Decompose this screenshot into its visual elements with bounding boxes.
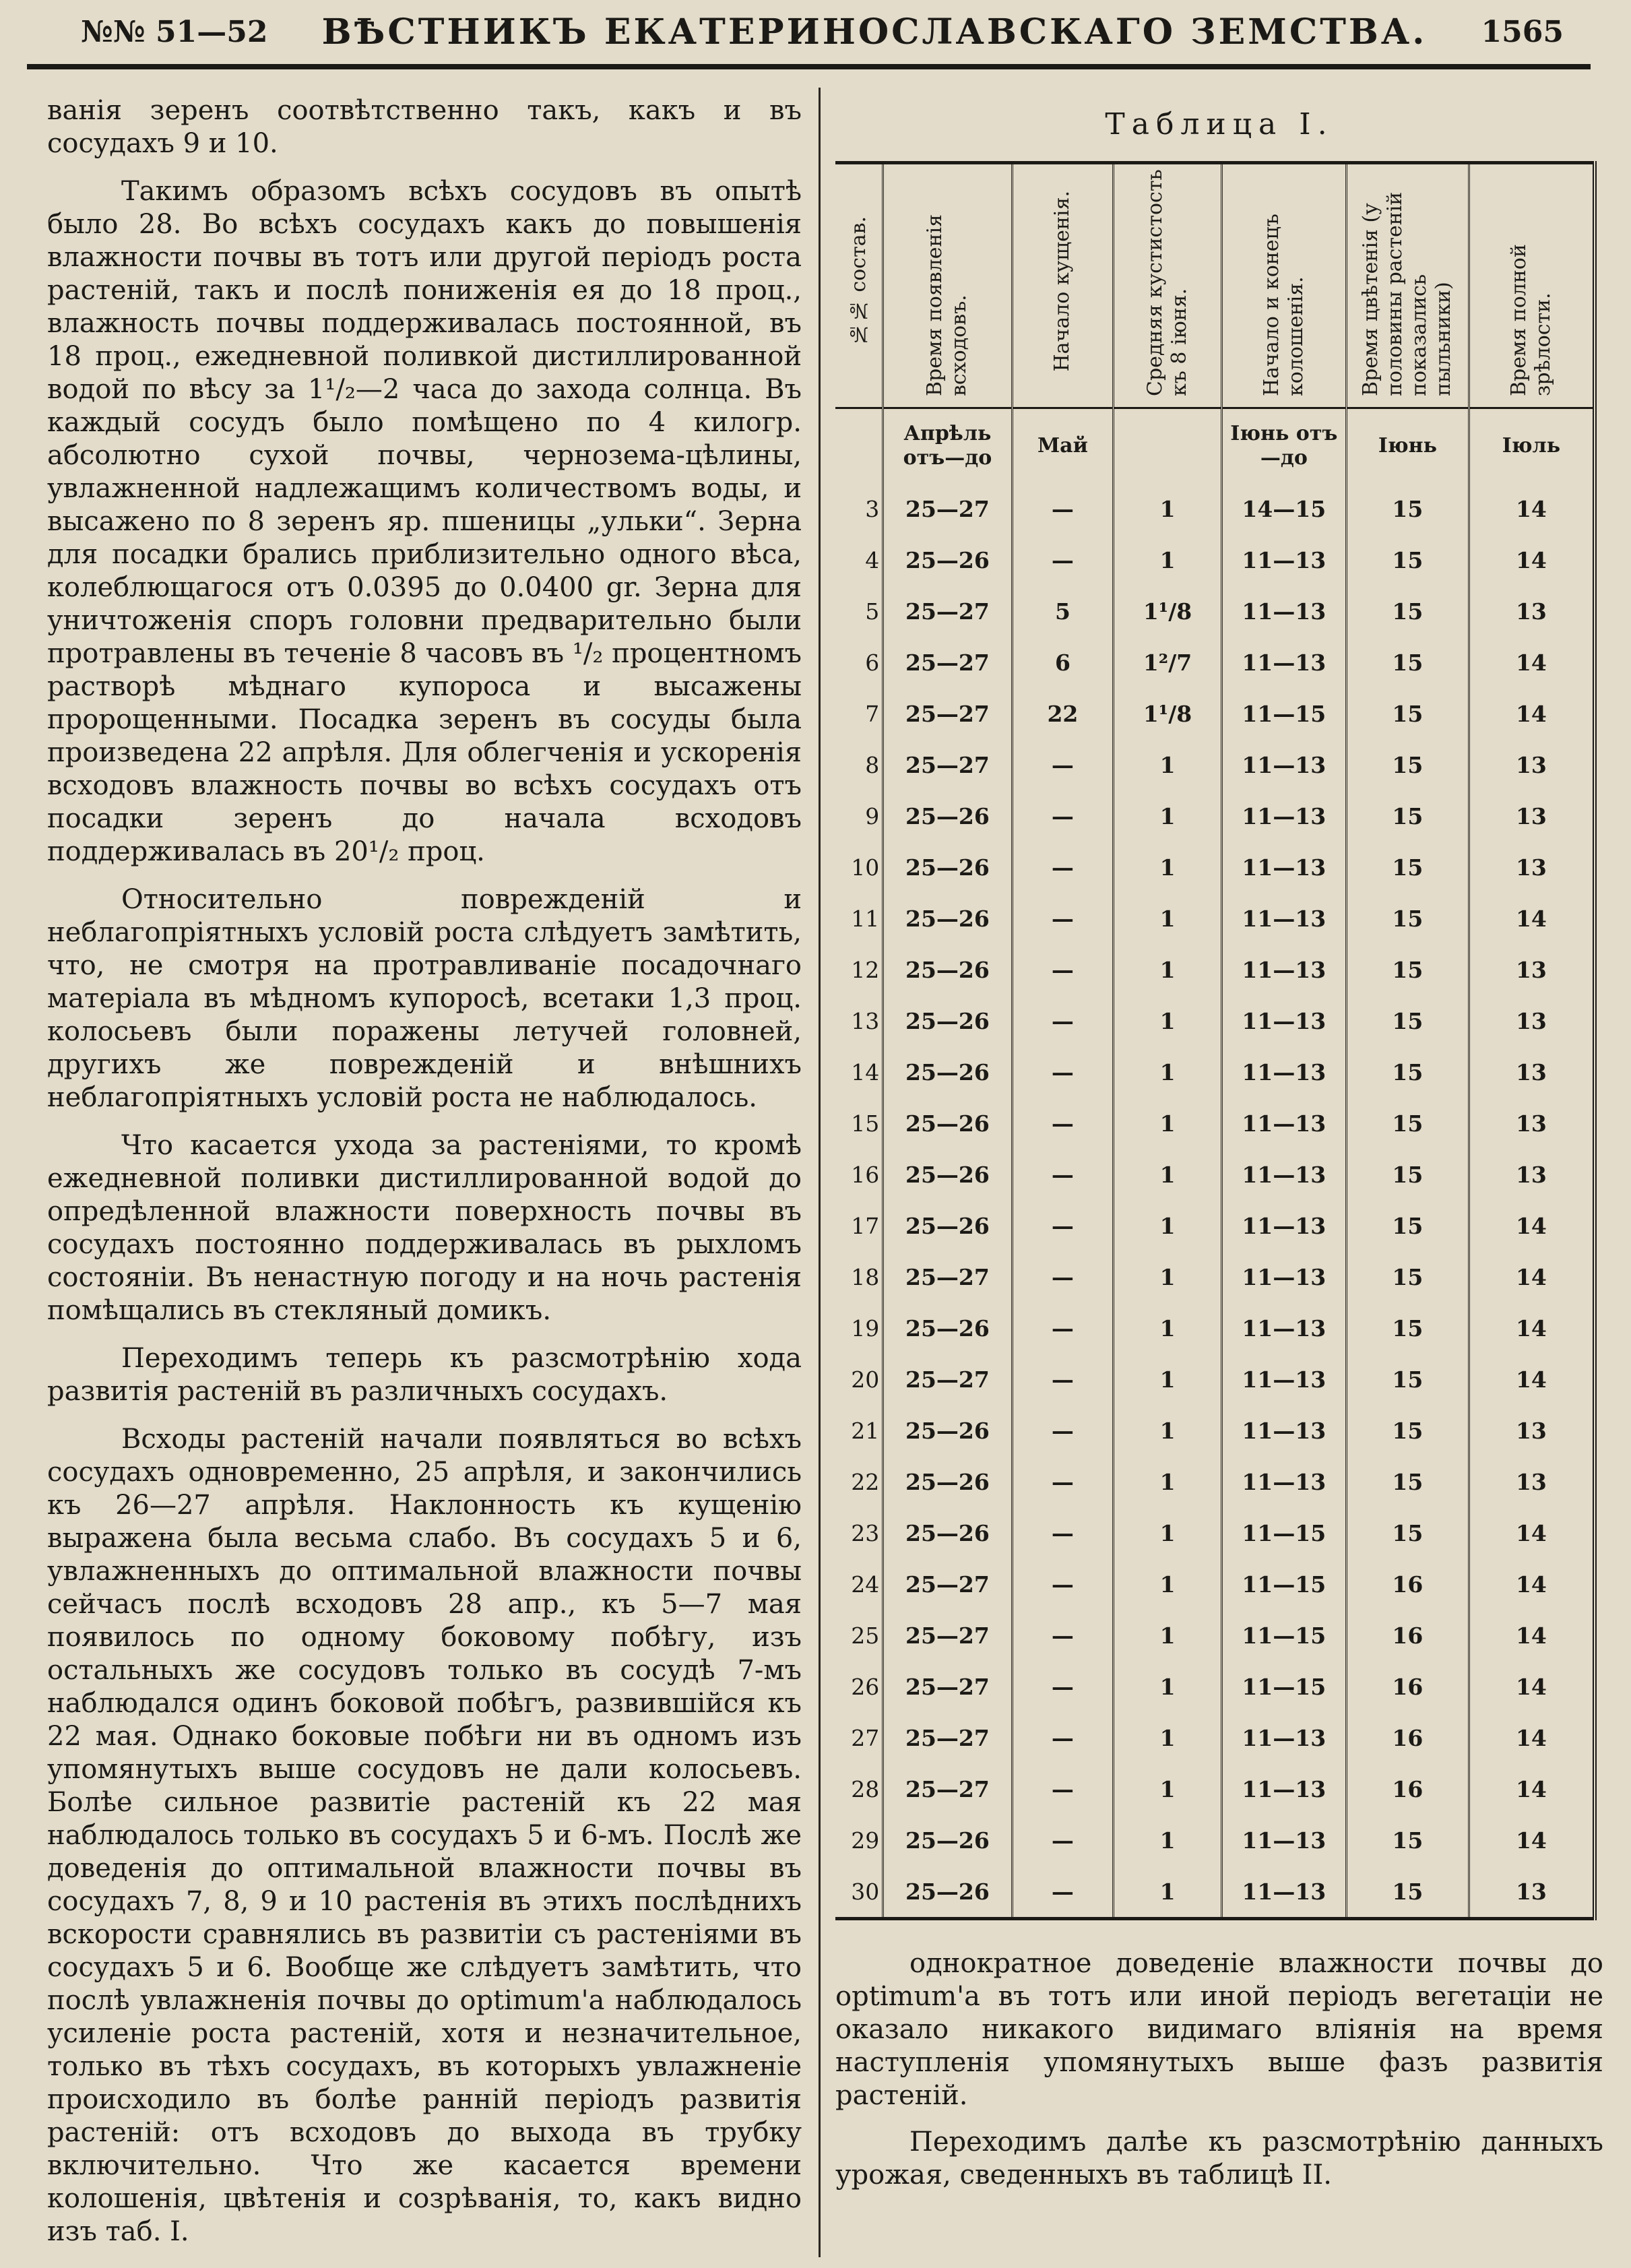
table-cell: 1 [1114, 893, 1221, 944]
table-cell: 1²/7 [1114, 637, 1221, 688]
table-cell: 15 [1346, 1251, 1469, 1302]
table-cell: 15 [1346, 637, 1469, 688]
table-cell: — [1012, 1815, 1114, 1866]
table-cell: 11—13 [1221, 1200, 1346, 1251]
table-cell: 25—26 [883, 1507, 1012, 1558]
table-cell: 13 [1469, 1149, 1595, 1200]
row-number-cell: 6 [835, 637, 883, 688]
table-cell: 11—15 [1221, 1610, 1346, 1661]
table-cell: 11—13 [1221, 1354, 1346, 1405]
table-cell: 25—26 [883, 1405, 1012, 1456]
table-cell: 25—27 [883, 1661, 1012, 1712]
subheader-cell: Апрѣль отъ—до [883, 408, 1012, 484]
table-cell: 11—15 [1221, 1558, 1346, 1610]
table-cell: 11—13 [1221, 1046, 1346, 1098]
table-cell: 15 [1346, 534, 1469, 586]
table-cell: 16 [1346, 1712, 1469, 1763]
table-cell: — [1012, 1610, 1114, 1661]
table-cell: — [1012, 944, 1114, 995]
subheader-cell [835, 408, 883, 484]
row-number-cell: 25 [835, 1610, 883, 1661]
table-cell: — [1012, 1302, 1114, 1354]
table-cell: 14—15 [1221, 483, 1346, 534]
table-cell: 1 [1114, 1558, 1221, 1610]
table-cell: 1 [1114, 1098, 1221, 1149]
paragraph: Переходимъ теперь къ разсмотрѣнію хода развитія растеній въ различныхъ сосудахъ. [47, 1343, 802, 1407]
table-cell: 13 [1469, 1405, 1595, 1456]
paragraph: Всходы растеній начали появляться во всѣхъ сосудахъ одновременно, 25 апрѣля, и закончились къ 26—27 апрѣля. Наклонность къ кущенію выражена была весьма слабо. Въ сосудахъ 5 и 6, увлажненныхъ до оптимальной влажности почвы сейчасъ послѣ всходовъ 28 апр., къ 5—7 мая появилось по одному боковому побѣгу, изъ остальныхъ же сосудовъ только въ сосудѣ 7-мъ наблюдался одинъ боковой побѣгъ, развившійся къ 22 мая. Однако боковые побѣги ни въ одномъ изъ упомянутыхъ выше сосудовъ не дали колосьевъ. Болѣе сильное развитіе растеній къ 22 мая наблюдалось только въ сосудахъ 5 и 6-мъ. Послѣ же доведенія до оптимальной влажности почвы въ сосудахъ 7, 8, 9 и 10 растенія въ этихъ послѣднихъ вскорости сравнялись въ развитіи съ растеніями въ сосудахъ 5 и 6. Вообще же слѣдуетъ замѣтить, что послѣ увлажненія почвы до optimum'а наблюдалось усиленіе роста растеній, хотя и незначительное, только въ тѣхъ сосудахъ, въ которыхъ увлажненіе происходило въ болѣе ранній періодъ развитія растеній: отъ всходовъ до выхода въ трубку включительно. Что же касается времени колошенія, цвѣтенія и созрѣванія, то, какъ видно изъ таб. I. [47, 1424, 802, 2247]
table-row [835, 995, 1595, 1046]
table-row [835, 534, 1595, 586]
row-number-cell: 3 [835, 483, 883, 534]
table-cell: 13 [1469, 944, 1595, 995]
paragraph: Такимъ образомъ всѣхъ сосудовъ въ опытѣ было 28. Во всѣхъ сосудахъ какъ до повышенія влажности почвы въ тотъ или другой періодъ роста растеній, такъ и послѣ пониженія ея до 18 проц., влажность почвы поддерживалась постоянной, въ 18 проц., ежедневной поливкой дистиллированной водой по вѣсу за 1¹/₂—2 часа до захода солнца. Въ каждый сосудъ было помѣщено по 4 килогр. абсолютно сухой почвы, чернозема-цѣлины, увлажненной надлежащимъ количествомъ воды, и высажено по 8 зеренъ яр. пшеницы „ульки“. Зерна для посадки брались приблизительно одного вѣса, колеблющагося отъ 0.0395 до 0.0400 gr. Зерна для уничтоженія споръ головни предварительно были протравлены въ теченіе 8 часовъ въ ¹/₂ процентномъ растворѣ мѣднаго купороса и высажены пророщенными. Посадка зеренъ въ сосуды была произведена 22 апрѣля. Для облегченія и ускоренія всходовъ влажность почвы во всѣхъ сосудахъ отъ посадки зеренъ до начала всходовъ поддерживалась въ 20¹/₂ проц. [47, 176, 802, 867]
table-cell: 1 [1114, 1610, 1221, 1661]
paragraph: Относительно поврежденій и неблагопріятныхъ условій роста слѣдуетъ замѣтить, что, не смотря на протравливаніе посадочнаго матеріала въ мѣдномъ купоросѣ, всетаки 1,3 проц. колосьевъ были поражены летучей головней, другихъ же поврежденій и внѣшнихъ неблагопріятныхъ условій роста не наблюдалось. [47, 884, 802, 1113]
table-cell: 1¹/8 [1114, 688, 1221, 739]
table-cell: 15 [1346, 842, 1469, 893]
table-cell: 11—13 [1221, 637, 1346, 688]
journal-title: ВѢСТНИКЪ ЕКАТЕРИНОСЛАВСКАГО ЗЕМСТВА. [321, 11, 1428, 53]
table-row [835, 1456, 1595, 1507]
table-row [835, 586, 1595, 637]
table-cell: 13 [1469, 1456, 1595, 1507]
table-header [1114, 163, 1221, 408]
row-number-cell: 29 [835, 1815, 883, 1866]
table-row [835, 1200, 1595, 1251]
table-cell: 25—27 [883, 688, 1012, 739]
table-cell: 14 [1469, 1763, 1595, 1815]
right-column-text [835, 1947, 1603, 2192]
table-cell: 16 [1346, 1558, 1469, 1610]
table-cell: 15 [1346, 1046, 1469, 1098]
table-cell: 25—26 [883, 944, 1012, 995]
table-cell: 11—13 [1221, 842, 1346, 893]
table-cell: 1 [1114, 1763, 1221, 1815]
table-row [835, 1815, 1595, 1866]
right-column [835, 94, 1603, 2250]
table-row [835, 842, 1595, 893]
header-label: Время цвѣтенія (у половины растеній показались пыльники) [1359, 191, 1456, 396]
table-cell: 15 [1346, 1815, 1469, 1866]
table-cell: 15 [1346, 1098, 1469, 1149]
table-cell: 14 [1469, 1251, 1595, 1302]
table-row [835, 483, 1595, 534]
subheader-cell: Іюнь отъ—до [1221, 408, 1346, 484]
table-cell: — [1012, 1558, 1114, 1610]
row-number-cell: 8 [835, 739, 883, 790]
row-number-cell: 24 [835, 1558, 883, 1610]
table-cell: 14 [1469, 1507, 1595, 1558]
table-cell: 25—27 [883, 1712, 1012, 1763]
header-label: Средняя кустистость къ 8 іюня. [1143, 168, 1192, 396]
subheader-cell [1114, 408, 1221, 484]
table-cell: — [1012, 842, 1114, 893]
table-row [835, 688, 1595, 739]
table-cell: 1 [1114, 534, 1221, 586]
table-row [835, 1302, 1595, 1354]
table-cell: 11—13 [1221, 1251, 1346, 1302]
table-cell: 1 [1114, 739, 1221, 790]
table-cell: 1 [1114, 483, 1221, 534]
table-cell: 15 [1346, 995, 1469, 1046]
table-cell: 1 [1114, 1251, 1221, 1302]
table-cell: 13 [1469, 586, 1595, 637]
paragraph: однократное доведеніе влажности почвы до optimum'а въ тотъ или иной періодъ вегетаціи не оказало никакого видимаго вліянія на время наступленія упомянутыхъ выше фазъ развитія растеній. [835, 1948, 1603, 2111]
row-number-cell: 27 [835, 1712, 883, 1763]
table-cell: 25—27 [883, 739, 1012, 790]
table-cell: 25—26 [883, 1200, 1012, 1251]
table-cell: 16 [1346, 1763, 1469, 1815]
table-header [1012, 163, 1114, 408]
table-cell: 15 [1346, 1302, 1469, 1354]
table-cell: 11—13 [1221, 893, 1346, 944]
table-cell: 14 [1469, 1354, 1595, 1405]
paragraph: ванія зеренъ соотвѣтственно такъ, какъ и въ сосудахъ 9 и 10. [47, 95, 802, 159]
table-cell: 15 [1346, 1456, 1469, 1507]
table-cell: 13 [1469, 842, 1595, 893]
table-cell: 25—26 [883, 1815, 1012, 1866]
table-header [835, 163, 883, 408]
row-number-cell: 20 [835, 1354, 883, 1405]
table-cell: 13 [1469, 790, 1595, 842]
table-cell: 16 [1346, 1610, 1469, 1661]
table-cell: 11—13 [1221, 1098, 1346, 1149]
table-cell: 11—15 [1221, 1507, 1346, 1558]
table-cell: 13 [1469, 1098, 1595, 1149]
table-cell: — [1012, 1763, 1114, 1815]
table-cell: 25—27 [883, 483, 1012, 534]
row-number-cell: 19 [835, 1302, 883, 1354]
row-number-cell: 13 [835, 995, 883, 1046]
table-row [835, 1405, 1595, 1456]
table-cell: 16 [1346, 1661, 1469, 1712]
table-cell: 14 [1469, 688, 1595, 739]
table-cell: 25—26 [883, 790, 1012, 842]
table-cell: 6 [1012, 637, 1114, 688]
row-number-cell: 11 [835, 893, 883, 944]
table-cell: 25—26 [883, 995, 1012, 1046]
table-cell: — [1012, 1866, 1114, 1919]
table-cell: 22 [1012, 688, 1114, 739]
table-row [835, 944, 1595, 995]
table-cell: — [1012, 1456, 1114, 1507]
table-cell: 14 [1469, 534, 1595, 586]
table-cell: 25—26 [883, 534, 1012, 586]
header-label: Начало кущенія. [1050, 191, 1075, 372]
table-row [835, 790, 1595, 842]
table-cell: 15 [1346, 1149, 1469, 1200]
table-cell: — [1012, 739, 1114, 790]
table-cell: 25—27 [883, 1354, 1012, 1405]
row-number-cell: 15 [835, 1098, 883, 1149]
table-cell: 5 [1012, 586, 1114, 637]
table-cell: 25—27 [883, 586, 1012, 637]
table-cell: 1 [1114, 1712, 1221, 1763]
table-cell: 1 [1114, 1507, 1221, 1558]
table-cell: 11—13 [1221, 1712, 1346, 1763]
table-row [835, 1149, 1595, 1200]
row-number-cell: 23 [835, 1507, 883, 1558]
table-cell: 11—13 [1221, 1149, 1346, 1200]
table-cell: 11—13 [1221, 739, 1346, 790]
table-cell: 15 [1346, 893, 1469, 944]
row-number-cell: 16 [835, 1149, 883, 1200]
table-cell: 1 [1114, 842, 1221, 893]
table-cell: 15 [1346, 688, 1469, 739]
table-header [883, 163, 1012, 408]
table-cell: 15 [1346, 1200, 1469, 1251]
table-cell: 13 [1469, 995, 1595, 1046]
table-cell: 15 [1346, 1405, 1469, 1456]
table-row [835, 739, 1595, 790]
column-divider [819, 88, 821, 2257]
table-cell: — [1012, 483, 1114, 534]
table-cell: 15 [1346, 586, 1469, 637]
table-cell: 11—13 [1221, 944, 1346, 995]
table-cell: 11—15 [1221, 688, 1346, 739]
table-cell: 1 [1114, 1200, 1221, 1251]
subheader-cell: Іюль [1469, 408, 1595, 484]
table-cell: 14 [1469, 1712, 1595, 1763]
table-cell: 1 [1114, 790, 1221, 842]
table-cell: 11—13 [1221, 586, 1346, 637]
table-subheader-row [835, 408, 1595, 484]
table-cell: 14 [1469, 1661, 1595, 1712]
table-cell: 1¹/8 [1114, 586, 1221, 637]
table-row [835, 1610, 1595, 1661]
table-cell: — [1012, 1098, 1114, 1149]
table-cell: 1 [1114, 1405, 1221, 1456]
table-cell: 11—13 [1221, 790, 1346, 842]
table-cell: 1 [1114, 1302, 1221, 1354]
paragraph: Что касается ухода за растеніями, то кромѣ ежедневной поливки дистиллированной водой до опредѣленной влажности поверхность почвы въ сосудахъ постоянно поддерживалась въ рыхломъ состояніи. Въ ненастную погоду и на ночь растенія помѣщались въ стекляный домикъ. [47, 1130, 802, 1326]
table-cell: 1 [1114, 1866, 1221, 1919]
table-cell: — [1012, 1354, 1114, 1405]
table-cell: 13 [1469, 1866, 1595, 1919]
table-cell: 14 [1469, 1558, 1595, 1610]
table-cell: — [1012, 1405, 1114, 1456]
table-cell: — [1012, 1200, 1114, 1251]
table-row [835, 893, 1595, 944]
table-cell: 11—13 [1221, 995, 1346, 1046]
table-cell: 15 [1346, 739, 1469, 790]
table-cell: 11—13 [1221, 1456, 1346, 1507]
table-cell: 25—26 [883, 893, 1012, 944]
table-cell: 11—13 [1221, 1763, 1346, 1815]
table-cell: 25—26 [883, 1098, 1012, 1149]
table-title: Таблица I. [1105, 107, 1334, 141]
table-cell: 11—15 [1221, 1661, 1346, 1712]
table-cell: 11—13 [1221, 1302, 1346, 1354]
header-label: Время появленія всходовъ. [923, 214, 971, 396]
page-header [27, 0, 1591, 69]
table-cell: — [1012, 1149, 1114, 1200]
table-cell: 15 [1346, 1507, 1469, 1558]
table-cell: 25—26 [883, 1456, 1012, 1507]
row-number-cell: 28 [835, 1763, 883, 1815]
row-number-cell: 22 [835, 1456, 883, 1507]
table-cell: 25—26 [883, 1302, 1012, 1354]
table-cell: 25—27 [883, 1610, 1012, 1661]
table-cell: 13 [1469, 1046, 1595, 1098]
table-cell: 25—27 [883, 1558, 1012, 1610]
row-number-cell: 10 [835, 842, 883, 893]
table-row [835, 1507, 1595, 1558]
table-cell: 25—27 [883, 637, 1012, 688]
table-cell: 1 [1114, 995, 1221, 1046]
table-cell: — [1012, 534, 1114, 586]
table-cell: 15 [1346, 1866, 1469, 1919]
row-number-cell: 12 [835, 944, 883, 995]
data-table [835, 161, 1597, 1920]
subheader-cell: Май [1012, 408, 1114, 484]
row-number-cell: 26 [835, 1661, 883, 1712]
table-cell: — [1012, 1507, 1114, 1558]
table-cell: 14 [1469, 1815, 1595, 1866]
table-cell: 1 [1114, 1456, 1221, 1507]
table-cell: — [1012, 995, 1114, 1046]
table-cell: 25—26 [883, 1149, 1012, 1200]
table-cell: — [1012, 893, 1114, 944]
table-cell: 25—26 [883, 842, 1012, 893]
row-number-cell: 14 [835, 1046, 883, 1098]
issue-number: №№ 51—52 [81, 15, 268, 49]
table-row [835, 1763, 1595, 1815]
table-cell: 1 [1114, 944, 1221, 995]
row-number-cell: 4 [835, 534, 883, 586]
table-row [835, 1098, 1595, 1149]
table-cell: — [1012, 1661, 1114, 1712]
row-number-cell: 9 [835, 790, 883, 842]
table-cell: 25—26 [883, 1866, 1012, 1919]
table-cell: 25—27 [883, 1251, 1012, 1302]
table-row [835, 1354, 1595, 1405]
table-cell: — [1012, 1046, 1114, 1098]
table-cell: 11—13 [1221, 1866, 1346, 1919]
header-label: №№ состав. [846, 216, 870, 346]
table-cell: 1 [1114, 1149, 1221, 1200]
header-label: Время полной зрѣлости. [1506, 243, 1555, 396]
table-header [1346, 163, 1469, 408]
table-cell: 14 [1469, 1610, 1595, 1661]
table-row [835, 1866, 1595, 1919]
table-cell: 14 [1469, 1302, 1595, 1354]
table-cell: — [1012, 790, 1114, 842]
table-row [835, 1251, 1595, 1302]
row-number-cell: 21 [835, 1405, 883, 1456]
table-cell: 25—27 [883, 1763, 1012, 1815]
row-number-cell: 5 [835, 586, 883, 637]
table-cell: 14 [1469, 483, 1595, 534]
table-cell: 14 [1469, 637, 1595, 688]
table-header [1221, 163, 1346, 408]
table-cell: 15 [1346, 790, 1469, 842]
subheader-cell: Іюнь [1346, 408, 1469, 484]
table-cell: 14 [1469, 893, 1595, 944]
header-label: Начало и конецъ колошенія. [1259, 213, 1308, 396]
table-row [835, 1046, 1595, 1098]
table-cell: 1 [1114, 1046, 1221, 1098]
table-cell: — [1012, 1712, 1114, 1763]
table-row [835, 637, 1595, 688]
table-cell: 13 [1469, 739, 1595, 790]
row-number-cell: 7 [835, 688, 883, 739]
row-number-cell: 17 [835, 1200, 883, 1251]
table-cell: 11—13 [1221, 1815, 1346, 1866]
table-row [835, 1558, 1595, 1610]
table-cell: 1 [1114, 1815, 1221, 1866]
table-row [835, 1712, 1595, 1763]
table-header [1469, 163, 1595, 408]
table-cell: 15 [1346, 483, 1469, 534]
table-cell: 11—13 [1221, 534, 1346, 586]
left-column [47, 94, 802, 2250]
table-row [835, 1661, 1595, 1712]
page-number: 1565 [1481, 15, 1564, 49]
table-cell: 1 [1114, 1661, 1221, 1712]
table-cell: 1 [1114, 1354, 1221, 1405]
table-cell: 15 [1346, 1354, 1469, 1405]
table-cell: 15 [1346, 944, 1469, 995]
table-cell: 11—13 [1221, 1405, 1346, 1456]
paragraph: Переходимъ далѣе къ разсмотрѣнію данныхъ урожая, сведенныхъ въ таблицѣ II. [835, 2127, 1603, 2191]
table-cell: 25—26 [883, 1046, 1012, 1098]
table-cell: — [1012, 1251, 1114, 1302]
row-number-cell: 30 [835, 1866, 883, 1919]
row-number-cell: 18 [835, 1251, 883, 1302]
table-cell: 14 [1469, 1200, 1595, 1251]
